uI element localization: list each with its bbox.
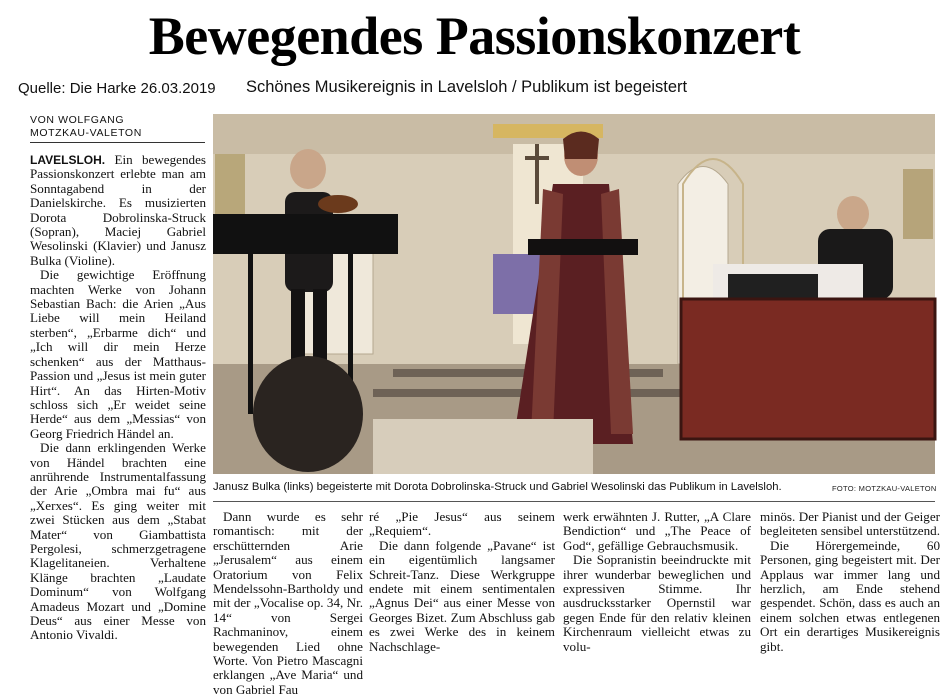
pianist-head (837, 196, 869, 232)
paragraph: ré „Pie Jesus“ aus seinem „Requiem“. (369, 509, 555, 539)
source-line: Quelle: Die Harke 26.03.2019 (18, 80, 216, 97)
cross-horizontal (525, 156, 549, 160)
paragraph: Dann wurde es sehr romantisch: mit der erschütternden Arie „Jerusalem“ aus einem Oratorium von Felix Mendelssohn-Bartholdy und mit der „Vocalise op. 34, Nr. 14“ von Sergei Rachmaninov, einem bewegenden Lied ohne Worte. Von Pietro Mascagni erklangen „Ave Maria“ und von Gabriel Fau (213, 509, 363, 697)
paragraph: Die dann folgende „Pavane“ ist ein eigentümlich langsamer Schreit-Tanz. Diese Werkgruppe endete mit einem sentimentalen „Agnus Dei“ aus einer Messe von Georges Bizet. Zum Abschluss gab es zwei Werke des in keinem Nachschlage- (369, 537, 555, 654)
paragraph: werk erwähnten J. Rutter, „A Clare Bendiction“ und „The Peace of God“, gefällige Gebrauchsmusik. (563, 509, 751, 553)
concert-photo (213, 114, 935, 474)
photo-caption: Janusz Bulka (links) begeisterte mit Dorota Dobrolinska-Struck und Gabriel Wesolinski das Publikum in Lavelsloh. (213, 481, 782, 493)
violinist-head (290, 149, 326, 189)
article-column-2 (213, 510, 363, 697)
byline-line-2: MOTZKAU-VALETON (30, 127, 142, 139)
pew-front (373, 419, 593, 474)
photo-credit: FOTO: MOTZKAU-VALETON (832, 484, 937, 493)
caption-divider (213, 501, 935, 502)
paragraph (30, 153, 206, 268)
audience-head (253, 356, 363, 472)
paragraph: Die Hörergemeinde, 60 Personen, ging begeistert mit. Der Applaus war immer lang und herzlich, am Ende stehend gespendet. Schön, dass es auch an einem solchen etwas entlegenen Ort ein derartiges Musikereignis gibt. (760, 537, 940, 654)
byline-divider (30, 142, 205, 143)
dateline: LAVELSLOH. (30, 153, 106, 167)
music-stand-center (528, 239, 638, 255)
byline-line-1: VON WOLFGANG (30, 114, 125, 126)
violin (318, 195, 358, 213)
concert-photo-illustration (213, 114, 935, 474)
article-column-1 (30, 153, 206, 643)
paragraph: Die Sopranistin beeindruckte mit ihrer wunderbar beweglichen und expressiven Stimme. Ihr ausdrucksstarker Opernstil war gegen Ende für den relativ kleinen Kirchenraum vielleicht etwas zu volu- (563, 552, 751, 654)
paragraph: Die dann erklingenden Werke von Händel brachten eine anrührende Instrumentalfassung der Arie „Ombra mai fu“ aus „Xerxes“. Es ging weiter mit zwei Stücken aus dem „Stabat Mater“ von Giambattista Pergolesi, schmerzgetragene Klagelitaneien. Verhaltene Klänge brachten „Laudate Dominum“ von Wolfgang Amadeus Mozart und „Domine Deus“ aus einer Messe von Antonio Vivaldi. (30, 440, 206, 643)
window-right (903, 169, 933, 239)
window-left (215, 154, 245, 214)
byline (30, 114, 210, 140)
singer-hair (563, 132, 599, 160)
article-column-5 (760, 510, 940, 654)
article-column-3 (369, 510, 555, 654)
article-column-4 (563, 510, 751, 654)
headline: Bewegendes Passionskonzert (148, 6, 801, 66)
music-stand-left (213, 214, 398, 254)
cross-vertical (535, 144, 539, 204)
paragraph-text: Ein bewegendes Passionskonzert erlebte man am Sonntagabend in der Danielskirche. Es musizierten Dorota Dobrolinska-Struck (Sopran), Maciej Gabriel Wesolinski (Klavier) und Janusz Bulka (Violine). (30, 152, 206, 268)
paragraph: Die gewichtige Eröffnung machten Werke von Johann Sebastian Bach: die Arien „Aus Liebe will mein Heiland sterben“, „Erbarme dich“ und „Ich will dir mein Herze schenken“ aus der Matthaus-Passion und „Jesus ist mein guter Hirt“. An das Hirten-Motiv schloss sich „Er weidet seine Herde“ aus dem „Messias“ von Georg Friedrich Händel an. (30, 267, 206, 441)
piano-cloth (681, 299, 935, 439)
subheadline: Schönes Musikereignis in Lavelsloh / Publikum ist begeistert (246, 78, 688, 96)
paragraph: minös. Der Pianist und der Geiger begleiteten sensibel unterstützend. (760, 509, 940, 539)
stand-pole-left (248, 254, 253, 414)
